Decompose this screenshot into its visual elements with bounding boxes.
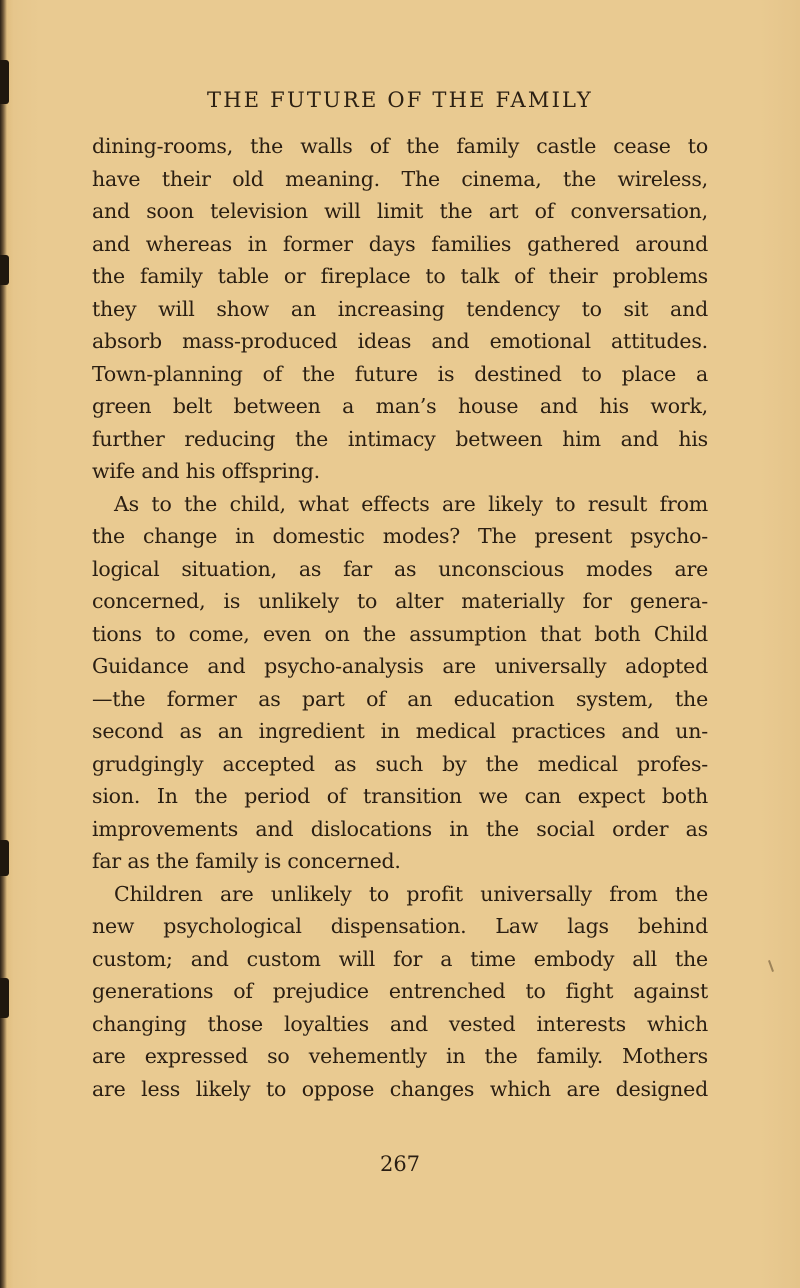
text-line: Town-planning of the future is destined to place a (92, 361, 708, 386)
binding-mark (0, 255, 9, 285)
text-line: custom; and custom will for a time embody all the (92, 946, 708, 971)
text-line: tions to come, even on the assumption that both Child (92, 621, 708, 646)
text-line: changing those loyalties and vested interests which (92, 1011, 708, 1036)
text-line: are expressed so vehemently in the family. Mothers (92, 1044, 708, 1068)
paragraph-2 (92, 488, 708, 878)
text-line: and whereas in former days families gathered around (92, 231, 708, 256)
text-line: wife and his offspring. (92, 459, 320, 483)
text-line: concerned, is unlikely to alter materially for genera- (92, 589, 708, 613)
text-line: new psychological dispensation. Law lags behind (92, 914, 708, 938)
text-line: improvements and dislocations in the social order as (92, 816, 708, 841)
text-line: logical situation, as far as unconscious modes are (92, 556, 708, 581)
text-line: grudgingly accepted as such by the medical profes- (92, 751, 708, 776)
text-line: Children are unlikely to profit universally from the (114, 881, 708, 906)
binding-edge (0, 0, 7, 1288)
text-line: As to the child, what effects are likely to result from (114, 491, 708, 516)
text-line: generations of prejudice entrenched to fight against (92, 979, 708, 1003)
paragraph-3 (92, 878, 708, 1106)
body-text (92, 130, 708, 1105)
text-line: are less likely to oppose changes which are designed (92, 1076, 708, 1101)
text-line: sion. In the period of transition we can expect both (92, 784, 708, 808)
text-line: have their old meaning. The cinema, the wireless, (92, 166, 708, 191)
text-line: second as an ingredient in medical practices and un- (92, 719, 708, 743)
text-line: absorb mass-produced ideas and emotional attitudes. (92, 329, 708, 353)
paragraph-1 (92, 130, 708, 488)
page-number: 267 (379, 1152, 421, 1176)
text-line: the change in domestic modes? The present psycho- (92, 524, 708, 548)
text-line: —the former as part of an education system, the (92, 686, 708, 711)
text-line: and soon television will limit the art of conversation, (92, 199, 708, 223)
text-line: far as the family is concerned. (92, 849, 401, 873)
text-line: dining-rooms, the walls of the family castle cease to (92, 134, 708, 158)
text-line: they will show an increasing tendency to sit and (92, 296, 708, 321)
text-line: the family table or fireplace to talk of their problems (92, 264, 708, 288)
running-head: THE FUTURE OF THE FAMILY (207, 88, 593, 112)
binding-mark (0, 978, 9, 1018)
text-line: further reducing the intimacy between him and his (92, 426, 708, 451)
paper-speck (768, 960, 774, 972)
text-line: green belt between a man’s house and his work, (92, 394, 708, 418)
text-line: Guidance and psycho-analysis are universally adopted (92, 654, 708, 678)
binding-mark (0, 840, 9, 876)
